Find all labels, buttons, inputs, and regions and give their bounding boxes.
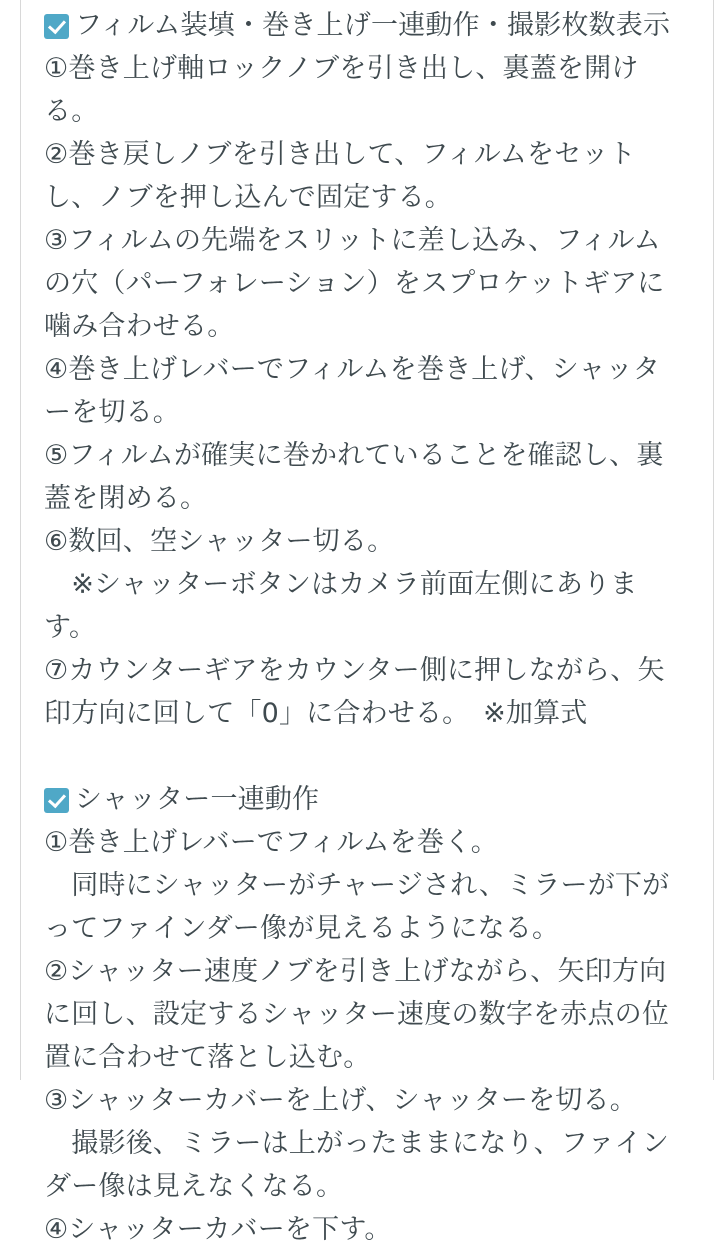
section-film-loading <box>44 4 702 735</box>
body-line: ④巻き上げレバーでフィルムを巻き上げ、シャッタ <box>44 354 661 385</box>
checkbox-checked-icon <box>44 788 69 813</box>
body-line: に回し、設定するシャッター速度の数字を赤点の位 <box>44 999 670 1030</box>
body-line: ①巻き上げレバーでフィルムを巻く。 <box>44 827 498 858</box>
document-content <box>44 0 702 1251</box>
body-line: 噛み合わせる。 <box>44 311 235 342</box>
section-heading-label: シャッター一連動作 <box>75 784 320 815</box>
body-line: ダー像は見えなくなる。 <box>44 1171 344 1202</box>
body-line: ②巻き戻しノブを引き出して、フィルムをセット <box>44 139 636 170</box>
body-line: ①巻き上げ軸ロックノブを引き出し、裏蓋を開け <box>44 53 639 84</box>
body-line: ④シャッターカバーを下す。 <box>44 1214 392 1245</box>
body-line: ってファインダー像が見えるようになる。 <box>44 913 560 944</box>
body-line: ⑤フィルムが確実に巻かれていることを確認し、裏 <box>44 440 664 471</box>
left-margin-rule <box>20 0 21 1080</box>
body-line: し、ノブを押し込んで固定する。 <box>44 182 452 213</box>
section-shutter-operation <box>44 778 702 1251</box>
body-line: の穴（パーフォレーション）をスプロケットギアに <box>44 268 665 299</box>
checkbox-checked-icon <box>44 14 69 39</box>
body-line-note: 撮影後、ミラーは上がったままになり、ファイン <box>44 1128 670 1159</box>
body-line: ーを切る。 <box>44 397 180 428</box>
body-line: 置に合わせて落とし込む。 <box>44 1042 371 1073</box>
body-line: ②シャッター速度ノブを引き上げながら、矢印方向 <box>44 956 667 987</box>
body-line: 蓋を閉める。 <box>44 483 208 514</box>
section-heading-label: フィルム装填・巻き上げ一連動作・撮影枚数表示 <box>75 10 671 41</box>
body-line: す。 <box>44 612 97 643</box>
section-heading <box>44 778 702 821</box>
right-margin-rule <box>713 0 714 1080</box>
body-line: 印方向に回して「0」に合わせる。 ※加算式 <box>44 698 588 729</box>
section-spacer <box>44 735 702 778</box>
body-line: ③シャッターカバーを上げ、シャッターを切る。 <box>44 1085 637 1116</box>
body-line-note: 同時にシャッターがチャージされ、ミラーが下が <box>44 870 670 901</box>
section-heading <box>44 4 702 47</box>
body-line: る。 <box>44 96 99 127</box>
body-line: ⑥数回、空シャッター切る。 <box>44 526 395 557</box>
body-line: ⑦カウンターギアをカウンター側に押しながら、矢 <box>44 655 665 686</box>
body-line-note: ※シャッターボタンはカメラ前面左側にありま <box>44 569 638 600</box>
body-line: ③フィルムの先端をスリットに差し込み、フィルム <box>44 225 661 256</box>
